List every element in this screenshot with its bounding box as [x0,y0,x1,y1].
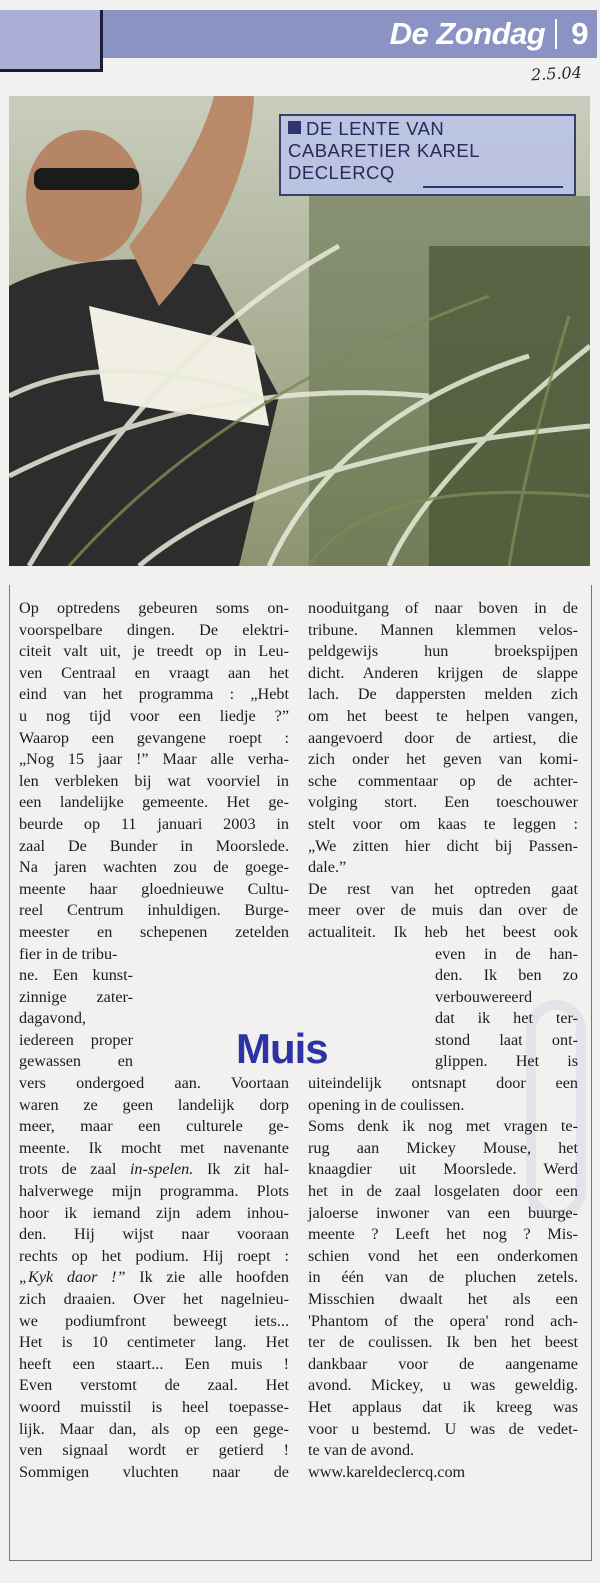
text-line [19,1267,289,1289]
text-line: dagavond, [19,1009,86,1028]
italic-phrase: in-spelen. [129,1160,194,1179]
text-line: dankbaar voor de aangename [308,1354,578,1373]
text-line: nooduitgang of naar boven in de [308,599,578,617]
text-line: zinnige zater- [19,987,133,1006]
text-line: voorspelbare dingen. De elektri- [19,620,289,639]
text-line: Sommigen vluchten naar de [19,1462,289,1481]
headline-text: DE LENTE VAN CABARETIER KAREL DECLERCQ [288,118,480,183]
text-line: reel Centrum inhuldigen. Burge- [19,901,289,920]
text-line: het in de zaal losgelaten door een [308,1182,578,1201]
text-line: den. Hij wijst naar vooraan [19,1225,289,1244]
text-line: Het applaus dat ik kreeg was [308,1397,578,1416]
text-line: u nog tijd voor een liedje ?” [19,706,289,725]
text-line: even in de han- [435,944,578,963]
text-line: we podiumfront beweegt iets... [19,1311,289,1330]
text-line: Waarop een gevangene roept : [19,728,289,747]
headline-bullet-icon [288,121,301,134]
text-line: fier in de tribu- [19,944,118,963]
text-line: ter de coulissen. Ik ben het beest [308,1333,578,1352]
text-line: waren ze geen landelijk dorp [19,1095,289,1114]
text-line: dicht. Anderen krijgen de slappe [308,663,578,682]
text-line: peldgewijs hun broekspijpen [308,642,578,661]
text-line: volging stort. Een toeschouwer [308,793,578,812]
handwritten-date: 2.5.04 [530,62,583,85]
text-line: 'Phantom of the opera' rond ach- [308,1311,578,1330]
text-line: meente ? Leeft het nog ? Mis- [308,1225,578,1244]
text-line: beurde op 11 januari 2003 in [19,814,289,833]
text-line: Soms denk ik nog met vragen te- [308,1117,578,1136]
text-line: De rest van het optreden gaat [308,879,578,898]
text-line: den. Ik ben zo [435,966,578,985]
text-line: meester en schepenen zetelden [19,922,289,941]
text-line: ven signaal wordt er getierd ! [19,1441,289,1460]
text-line: knaagdier uit Moorslede. Werd [308,1160,578,1179]
text-line: stelt voor om kaas te leggen : [308,814,578,833]
text-line: lach. De dappersten melden zich [308,685,578,704]
text-line: aangevoerd door de artiest, die [308,728,578,747]
text-line: stond laat ont- [435,1030,578,1049]
text-line: meer over de muis dan over de [308,901,578,920]
text-line: „We zitten hier dicht bij Passen- [308,836,578,855]
text-line: meente haar gloednieuwe Cultu- [19,879,289,898]
text-fragment: Ik zie alle hoofden [125,1268,289,1287]
text-fragment: trots de zaal [19,1160,130,1179]
text-line: te van de avond. [308,1441,415,1460]
text-line: zich draaien. Over het nagelnieu- [19,1290,289,1308]
text-line: eind van het programma : „Hebt [19,685,289,704]
text-line: meente. Ik mocht met navenante [19,1138,289,1157]
masthead-divider [555,19,557,49]
text-line: in één van de pluchen zetels. [308,1268,578,1287]
masthead [390,14,588,54]
website-url: www.kareldeclercq.com [308,1462,466,1481]
quote-text: Kyk daor ! [28,1268,117,1287]
text-line: rechts op het podium. Hij roept : [19,1246,289,1265]
text-line: iedereen proper [19,1030,133,1049]
text-line: ven Centraal en vraagt aan het [19,663,289,682]
text-line [19,1159,289,1181]
page-number: 9 [571,16,588,51]
text-line: uiteindelijk ontsnapt door een [308,1074,578,1093]
text-line: meer, maar een culturele ge- [19,1117,289,1136]
text-line: lijk. Maar dan, als op een gege- [19,1419,289,1438]
text-line: sche commentaar op de achter- [308,771,578,790]
text-line: len verbleken bij wat voorviel in [19,771,289,790]
text-line: hoor ik iemand zijn adem inhou- [19,1203,289,1222]
text-line: Het is 10 centimeter lang. Het [19,1333,289,1352]
text-line: woord muisstil is heel toepasse- [19,1397,289,1416]
quote-italic: „Kyk daor !” [19,1268,126,1287]
text-line: zaal De Bunder in Moorslede. [19,836,289,855]
article-column-2 [308,598,578,1483]
text-line: actualiteit. Ik heb het beest ook [308,922,578,941]
headline-rule [423,186,563,188]
text-line: schien vond het een onderkomen [308,1246,578,1265]
text-line: een landelijke gemeente. Het ge- [19,793,289,812]
text-line: Na jaren wachten zou de goege- [19,858,289,877]
text-line: halverwege mijn programma. Plots [19,1182,289,1201]
text-line: glippen. Het is [435,1052,578,1071]
text-line: dat ik het ter- [435,1009,578,1028]
text-line: jaloerse inwoner van een buurge- [308,1203,578,1222]
text-line: rug aan Mickey Mouse, het [308,1138,578,1157]
text-line: citeit valt uit, je treedt op in Leu- [19,642,289,661]
text-line: avond. Mickey, u was geweldig. [308,1376,578,1395]
text-line: om het beest te helpen vangen, [308,706,578,725]
text-line: verbouwereerd [435,987,533,1006]
text-line: gewassen en [19,1052,133,1071]
text-line: voor u bestemd. U was de vedet- [308,1419,578,1438]
text-line: Even verstomt de zaal. Het [19,1376,289,1395]
subheading: Muis [236,1025,328,1072]
text-line: tribune. Mannen klemmen velos- [308,620,578,639]
text-line: heeft een staart... Een muis ! [19,1354,289,1373]
text-line: Op optredens gebeuren soms on- [19,599,289,617]
text-line: Misschien dwaalt het als een [308,1290,578,1308]
text-line: opening in de coulissen. [308,1095,465,1114]
header-corner-block [0,10,103,72]
text-line: zich onder het geven van komi- [308,750,578,769]
text-line: „Nog 15 jaar !” Maar alle verha- [19,750,289,769]
text-fragment: Ik zit hal- [193,1160,289,1179]
text-line: ne. Een kunst- [19,966,133,985]
text-line: vers ondergoed aan. Voortaan [19,1074,289,1093]
text-line: dale.” [308,858,347,877]
publication-name: De Zondag [389,16,546,51]
headline [288,118,572,184]
